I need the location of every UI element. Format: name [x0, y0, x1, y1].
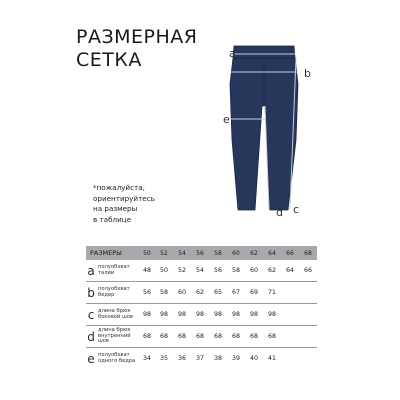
table-cell: 52	[173, 260, 191, 282]
size-table	[86, 246, 317, 369]
table-cell: 69	[245, 282, 263, 304]
size-header-cell: 56	[191, 246, 209, 260]
row-desc-line: одного бедра	[98, 357, 136, 364]
table-cell: 60	[173, 282, 191, 304]
row-desc-line: шов	[98, 338, 109, 345]
table-cell: 68	[263, 326, 281, 348]
table-cell: 37	[195, 355, 204, 362]
table-cell: 98	[263, 304, 281, 326]
row-desc-line: талии	[98, 269, 115, 276]
table-cell: 68	[209, 326, 227, 348]
table-cell: 68	[155, 326, 173, 348]
table-cell	[281, 348, 299, 370]
table-cell: 50	[155, 260, 173, 282]
table-cell: 60	[245, 260, 263, 282]
row-letter: c	[87, 307, 95, 322]
row-desc	[98, 265, 130, 276]
table-cell: 39	[231, 355, 240, 362]
row-desc-line: внутренний	[98, 332, 131, 339]
table-cell: 40	[249, 355, 258, 362]
note-line: ориентируйтесь	[93, 193, 155, 203]
table-cell: 34	[142, 355, 151, 362]
table-cell: 68	[173, 326, 191, 348]
table-cell: 65	[209, 282, 227, 304]
table-cell: 68	[191, 326, 209, 348]
row-desc-line: длина брюк	[98, 307, 131, 314]
label-d: d	[276, 206, 283, 219]
table-cell: 68	[227, 326, 245, 348]
size-header-cell: 66	[281, 246, 299, 260]
table-cell: 41	[267, 355, 276, 362]
table-cell: 64	[281, 260, 299, 282]
row-desc-line: полуобхват	[98, 263, 130, 270]
label-b: b	[304, 67, 311, 80]
table-cell: 98	[191, 304, 209, 326]
table-cell: 56	[209, 260, 227, 282]
row-desc-line: полуобхват	[98, 351, 130, 358]
table-cell	[299, 304, 317, 326]
pants-waistband	[233, 46, 295, 58]
row-label	[86, 304, 139, 326]
table-cell	[299, 326, 317, 348]
table-row	[86, 260, 317, 282]
table-cell: 58	[155, 282, 173, 304]
title-line-1: РАЗМЕРНАЯ	[76, 26, 198, 48]
size-header-cell: 58	[209, 246, 227, 260]
table-cell: 68	[139, 326, 155, 348]
row-desc	[98, 287, 130, 298]
table-cell	[281, 282, 299, 304]
table-cell: 35	[159, 355, 168, 362]
row-desc-line: боковой шов	[98, 313, 133, 320]
pants-illustration	[222, 44, 312, 220]
note-line: в таблице	[93, 214, 132, 224]
row-desc	[98, 328, 131, 345]
table-cell: 98	[245, 304, 263, 326]
label-c: c	[293, 203, 300, 216]
table-cell: 71	[263, 282, 281, 304]
title-line-2: СЕТКА	[76, 49, 142, 71]
size-header-cell: 68	[299, 246, 317, 260]
row-letter: a	[87, 263, 95, 278]
size-note	[93, 183, 155, 225]
row-desc	[98, 353, 135, 364]
table-cell: 56	[139, 282, 155, 304]
row-desc-line: бедер	[98, 291, 115, 298]
label-a: a	[229, 47, 236, 60]
row-desc-line: длина брюк	[98, 327, 131, 334]
table-cell: 58	[227, 260, 245, 282]
page-title	[76, 26, 197, 72]
size-header-cell: 60	[227, 246, 245, 260]
table-cell: 54	[191, 260, 209, 282]
size-header-cell: 62	[245, 246, 263, 260]
table-cell: 62	[191, 282, 209, 304]
table-cell: 67	[227, 282, 245, 304]
size-header-cell: 50	[139, 246, 155, 260]
table-cell	[281, 326, 299, 348]
table-cell: 36	[177, 355, 186, 362]
row-letter: e	[87, 351, 95, 366]
note-line: *пожалуйста,	[93, 183, 145, 192]
table-cell: 68	[245, 326, 263, 348]
pants-diagram	[222, 44, 312, 220]
table-cell: 48	[139, 260, 155, 282]
table-row	[86, 326, 317, 348]
row-desc-line: полуобхват	[98, 285, 130, 292]
table-cell: 62	[263, 260, 281, 282]
table-cell: 38	[213, 355, 222, 362]
table-cell	[281, 304, 299, 326]
size-header-cell: 54	[173, 246, 191, 260]
row-label	[86, 260, 139, 282]
table-cell: 98	[155, 304, 173, 326]
row-letter: d	[87, 329, 95, 344]
size-header-cell: 52	[155, 246, 173, 260]
table-row	[86, 304, 317, 326]
size-header-row	[86, 246, 317, 260]
table-row	[86, 282, 317, 304]
row-label	[86, 348, 139, 370]
row-desc	[98, 309, 133, 320]
row-label	[86, 282, 139, 304]
table-cell	[299, 348, 317, 370]
table-cell: 66	[299, 260, 317, 282]
header-label: РАЗМЕРЫ	[86, 246, 139, 260]
size-header-cell: 64	[263, 246, 281, 260]
table-cell: 98	[139, 304, 155, 326]
label-e: e	[223, 113, 230, 126]
table-row	[86, 348, 317, 370]
table-cell: 98	[209, 304, 227, 326]
note-line: на размеры	[93, 204, 138, 213]
row-label	[86, 326, 139, 348]
table-cell: 98	[227, 304, 245, 326]
table-cell: 98	[173, 304, 191, 326]
table-cell	[299, 282, 317, 304]
row-letter: b	[87, 285, 95, 300]
